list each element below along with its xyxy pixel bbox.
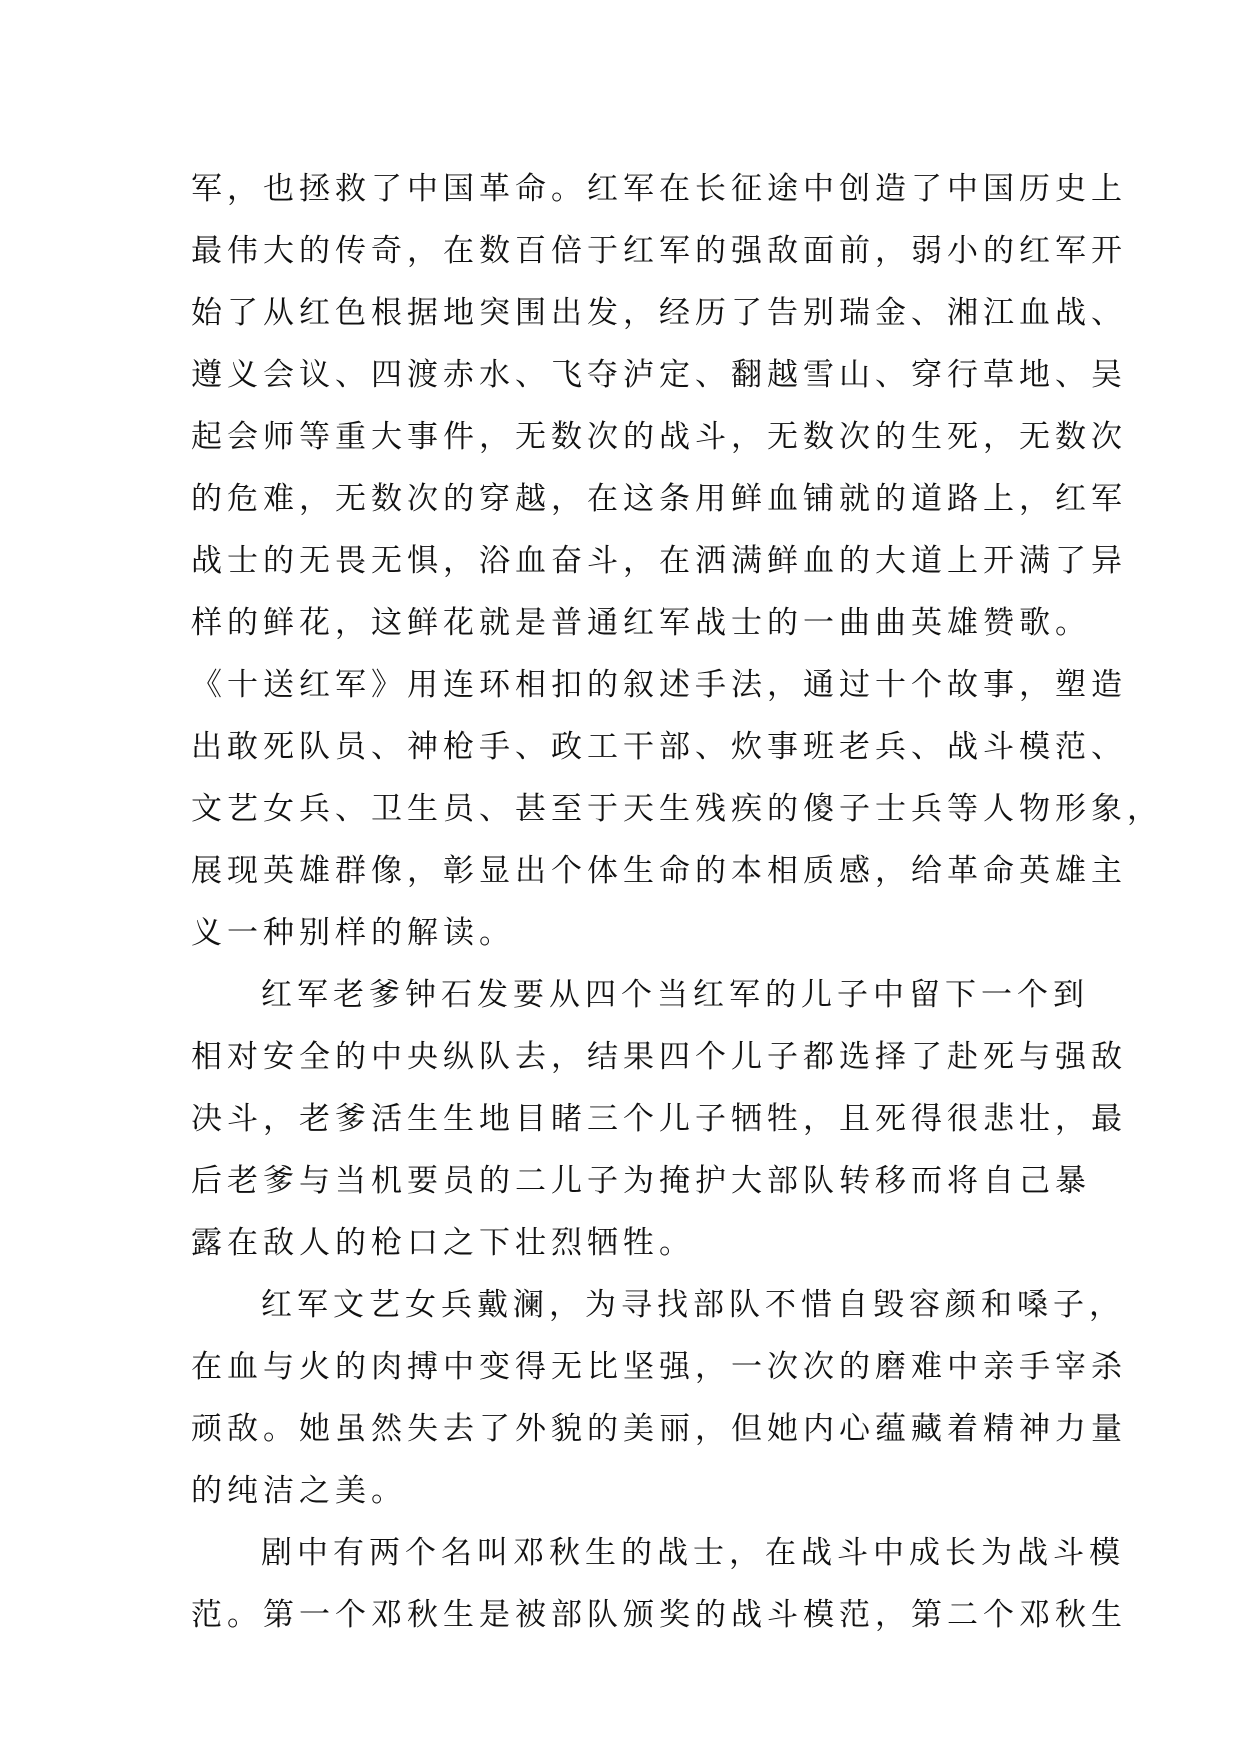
document-body: [191, 158, 1163, 1646]
paragraph-first-line: 红军文艺女兵戴澜，为寻找部队不惜自毁容颜和嗓子，: [261, 1287, 1125, 1323]
text-line: 的纯洁之美。: [191, 1473, 407, 1509]
text-line: 战士的无畏无惧，浴血奋斗，在洒满鲜血的大道上开满了异: [191, 543, 1127, 579]
text-line: 《十送红军》用连环相扣的叙述手法，通过十个故事，塑造: [191, 667, 1127, 703]
text-line: 相对安全的中央纵队去，结果四个儿子都选择了赴死与强敌: [191, 1039, 1127, 1075]
text-line: 始了从红色根据地突围出发，经历了告别瑞金、湘江血战、: [191, 295, 1127, 331]
paragraph-first-line: 红军老爹钟石发要从四个当红军的儿子中留下一个到: [261, 977, 1089, 1013]
text-line: 展现英雄群像，彰显出个体生命的本相质感，给革命英雄主: [191, 853, 1127, 889]
text-line: 文艺女兵、卫生员、甚至于天生残疾的傻子士兵等人物形象，: [191, 791, 1163, 827]
text-line: 遵义会议、四渡赤水、飞夺泸定、翻越雪山、穿行草地、吴: [191, 357, 1127, 393]
text-line: 露在敌人的枪口之下壮烈牺牲。: [191, 1225, 695, 1261]
text-line: 决斗，老爹活生生地目睹三个儿子牺牲，且死得很悲壮，最: [191, 1101, 1127, 1137]
text-line: 军，也拯救了中国革命。红军在长征途中创造了中国历史上: [191, 171, 1127, 207]
text-line: 最伟大的传奇，在数百倍于红军的强敌面前，弱小的红军开: [191, 233, 1127, 269]
text-line: 样的鲜花，这鲜花就是普通红军战士的一曲曲英雄赞歌。: [191, 605, 1091, 641]
text-line: 出敢死队员、神枪手、政工干部、炊事班老兵、战斗模范、: [191, 729, 1127, 765]
text-line: 的危难，无数次的穿越，在这条用鲜血铺就的道路上，红军: [191, 481, 1127, 517]
text-line: 起会师等重大事件，无数次的战斗，无数次的生死，无数次: [191, 419, 1127, 455]
text-line: 义一种别样的解读。: [191, 915, 515, 951]
text-line: 范。第一个邓秋生是被部队颁奖的战斗模范，第二个邓秋生: [191, 1597, 1127, 1633]
text-line: 在血与火的肉搏中变得无比坚强，一次次的磨难中亲手宰杀: [191, 1349, 1127, 1385]
paragraph-first-line: 剧中有两个名叫邓秋生的战士，在战斗中成长为战斗模: [261, 1535, 1125, 1571]
text-line: 顽敌。她虽然失去了外貌的美丽，但她内心蕴藏着精神力量: [191, 1411, 1127, 1447]
text-line: 后老爹与当机要员的二儿子为掩护大部队转移而将自己暴: [191, 1163, 1091, 1199]
